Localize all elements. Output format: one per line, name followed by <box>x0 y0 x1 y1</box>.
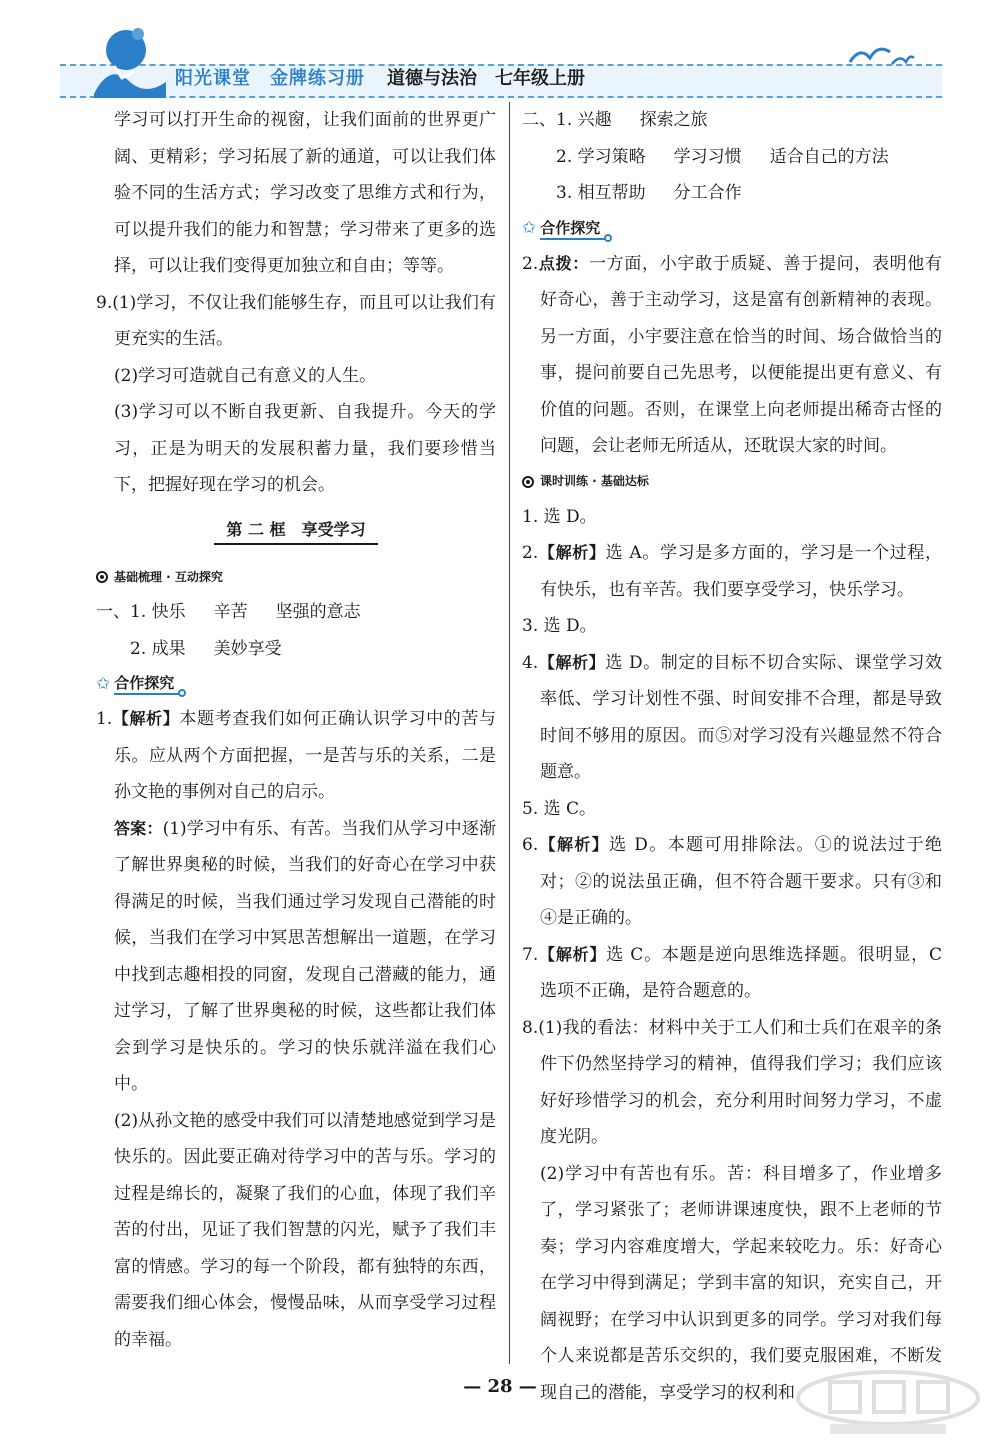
lesson-training-tag <box>522 465 942 499</box>
question-number: 7. <box>522 944 539 965</box>
analysis-text: 选 D。本题可用排除法。①的说法过于绝对；②的说法虽正确，但不符合题干要求。只有③和④是正确的。 <box>540 835 942 928</box>
answer-item-2-3 <box>522 175 942 212</box>
analysis-text: 选 D。制定的目标不切合实际、课堂学习效率低、学习计划性不强、时间安排不合理，都是导致时间不够用的原因。而⑤对学习没有兴趣显然不符合题意。 <box>540 652 942 782</box>
cooperative-inquiry-label: 合作探究 <box>114 673 180 695</box>
answer-item-2-2 <box>522 139 942 176</box>
answer-text: 二、1. 兴趣 <box>522 110 612 130</box>
cooperative-inquiry-label: 合作探究 <box>540 218 606 240</box>
answer-text: 学习习惯 <box>673 146 742 167</box>
page-header <box>0 0 1000 100</box>
birds-icon <box>846 40 916 70</box>
watermark-stamp-icon <box>790 1368 986 1438</box>
cooperative-inquiry-heading-2 <box>522 212 942 246</box>
analysis-text: 本题考查我们如何正确认识学习中的苦与乐。应从两个方面把握，一是苦与乐的关系，二是孙文艳的事例对自己的启示。 <box>114 709 496 802</box>
question-number: 1. <box>96 709 113 729</box>
hint-text: 一方面，小宇敢于质疑、善于提问，表明他有好奇心，善于主动学习，这是富有创新精神的表现。另一方面，小宇要注意在恰当的时间、场合做恰当的事，提问前要自己先思考，以便能提出更有意义、有价值的问题。否则，在课堂上向老师提出稀奇古怪的问题，会让老师无所适从，还耽误大家的时间。 <box>540 253 942 456</box>
answer-6 <box>522 827 942 937</box>
answer-text: 一、1. 快乐 <box>96 602 186 622</box>
question-1-analysis <box>96 701 496 811</box>
hint-tag: 点拨： <box>538 253 589 273</box>
target-icon <box>96 571 108 583</box>
answer-text: 适合自己的方法 <box>769 146 889 167</box>
paragraph-learning-benefits: 学习可以打开生命的视窗，让我们面前的世界更广阔、更精彩；学习拓展了新的通道，可以让我们体验不同的生活方式；学习改变了思维方式和行为，可以提升我们的能力和智慧；学习带来了更多的选择，可以让我们变得更加独立和自由；等等。 <box>114 110 496 276</box>
question-9-part-2: (2)学习可造就自己有意义的人生。 <box>114 365 377 386</box>
answer-4 <box>522 645 942 791</box>
answer-text: 3. 相互帮助 <box>556 183 646 203</box>
analysis-text: 选 A。学习是多方面的，学习是一个过程，有快乐，也有辛苦。我们要享受学习，快乐学习。 <box>540 543 942 600</box>
column-divider <box>509 102 510 1364</box>
section-title <box>96 512 496 549</box>
answer-8-part-1: 8.(1)我的看法：材料中关于工人们和士兵们在艰辛的条件下仍然坚持学习的精神，值得我们学习；我们应该好好珍惜学习的机会，充分利用时间努力学习，不虚度光阴。 <box>522 1017 942 1147</box>
section-title-text: 第 二 框 享受学习 <box>214 517 377 545</box>
answer-1: 1. 选 D。 <box>522 506 597 527</box>
question-1-answer-part-1 <box>96 811 496 1103</box>
star-icon: ✩ <box>96 673 111 694</box>
cooperative-inquiry-heading <box>96 667 496 701</box>
page-number: — 28 — <box>463 1376 537 1397</box>
answer-item-2-1 <box>522 102 942 139</box>
star-icon: ✩ <box>522 218 537 239</box>
answer-item-1-2 <box>96 631 496 668</box>
target-icon <box>522 476 534 488</box>
answer-8-part-2: (2)学习中有苦也有乐。苦：科目增多了，作业增多了，学习紧张了；老师讲课速度快，跟不上老师的节奏；学习内容难度增大，学起来较吃力。乐：好奇心在学习中得到满足；学到丰富的知识，充实自己，开阔视野；在学习中认识到更多的同学。学习对我们每个人来说都是苦乐交织的，我们要克服困难，不断发现自己的潜能，享受学习的权利和 <box>540 1163 942 1403</box>
question-1-answer-part-2: (2)从孙文艳的感受中我们可以清楚地感觉到学习是快乐的。因此要正确对待学习中的苦与乐。学习的过程是绵长的，凝聚了我们的心血，体现了我们辛苦的付出，见证了我们智慧的闪光，赋予了我们丰富的情感。学习的每一个阶段，都有独特的东西，需要我们细心体会，慢慢品味，从而享受学习过程的幸福。 <box>114 1110 496 1350</box>
answer-3: 3. 选 D。 <box>522 616 597 636</box>
question-number: 2. <box>522 253 539 274</box>
answer-text: 2. 学习策略 <box>556 146 646 167</box>
answer-7 <box>522 937 942 1010</box>
sun-child-logo-icon <box>86 22 170 98</box>
subject-title: 道德与法治 七年级上册 <box>387 68 585 89</box>
analysis-tag: 【解析】 <box>538 944 607 964</box>
answer-text: 探索之旅 <box>639 110 708 130</box>
basic-review-label: 基础梳理 · 互动探究 <box>114 569 223 584</box>
question-9-part-3: (3)学习可以不断自我更新、自我提升。今天的学习，正是为明天的发展积蓄力量，我们要珍惜当下，把握好现在学习的机会。 <box>114 402 496 495</box>
answer-text: 分工合作 <box>673 183 742 203</box>
analysis-tag: 【解析】 <box>538 543 606 562</box>
answer-text: 2. 成果 <box>130 638 186 659</box>
answer-text: 美妙享受 <box>213 638 282 659</box>
question-9-part-1: 9.(1)学习，不仅让我们能够生存，而且可以让我们有更充实的生活。 <box>96 292 496 349</box>
answer-text: 坚强的意志 <box>275 602 361 622</box>
answer-text: (1)学习中有乐、有苦。当我们从学习中逐渐了解世界奥秘的时候，当我们的好奇心在学习中获得满足的时候，当我们通过学习发现自己潜能的时候，当我们在学习中冥思苦想解出一道题，在学习中找到志趣相投的同窗，发现自己潜藏的能力，通过学习，了解了世界奥秘的时候，这些都让我们体会到学习是快乐的。学习的快乐就洋溢在我们心中。 <box>114 818 496 1094</box>
left-column <box>96 102 496 1358</box>
header-title <box>175 60 585 94</box>
question-number: 6. <box>522 835 539 855</box>
answer-text: 辛苦 <box>213 602 248 622</box>
answer-2 <box>522 535 942 608</box>
question-number: 2. <box>522 543 539 563</box>
analysis-tag: 【解析】 <box>112 709 180 728</box>
answer-5: 5. 选 C。 <box>522 798 597 819</box>
answer-label: 答案： <box>114 818 163 838</box>
question-number: 4. <box>522 652 539 673</box>
analysis-tag: 【解析】 <box>538 835 610 854</box>
right-column <box>522 102 942 1411</box>
answer-item-1-1 <box>96 594 496 631</box>
question-2-hint <box>522 246 942 465</box>
brand-title: 阳光课堂 金牌练习册 <box>175 68 365 89</box>
lesson-training-label: 课时训练 · 基础达标 <box>540 474 649 489</box>
analysis-tag: 【解析】 <box>538 652 606 672</box>
analysis-text: 选 C。本题是逆向思维选择题。很明显，C 选项不正确，是符合题意的。 <box>540 944 942 1001</box>
basic-review-tag <box>96 560 496 594</box>
